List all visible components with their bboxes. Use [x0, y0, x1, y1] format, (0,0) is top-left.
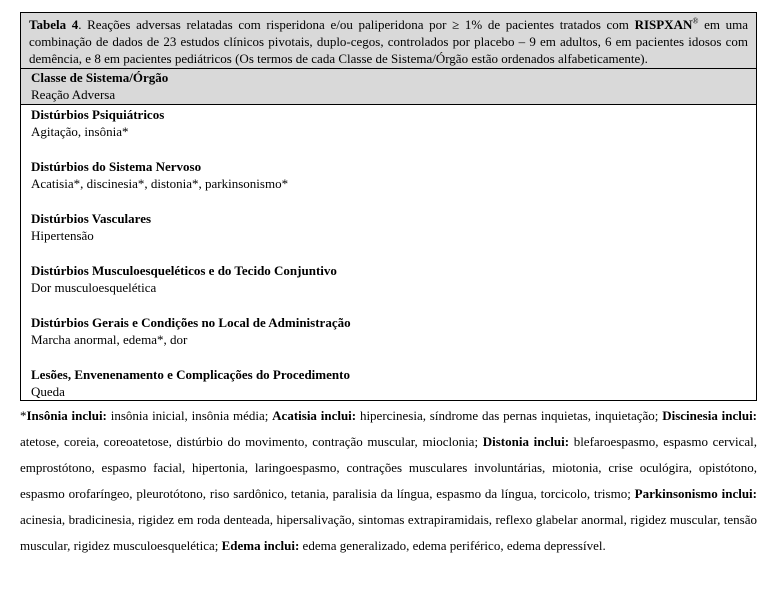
parkinsonismo-label: Parkinsonismo inclui:: [634, 486, 757, 501]
organ-class-name: Lesões, Envenenamento e Complicações do Procedimento: [31, 367, 350, 382]
insonia-label: Insônia inclui:: [26, 408, 107, 423]
table-row: [31, 158, 746, 192]
reaction-list: Queda: [31, 384, 65, 399]
discinesia-label: Discinesia inclui:: [662, 408, 758, 423]
table-row: [31, 314, 746, 348]
organ-class-name: Distúrbios Psiquiátricos: [31, 107, 165, 122]
distonia-label: Distonia inclui:: [482, 434, 570, 449]
organ-class-name: Distúrbios Musculoesqueléticos e do Tecido Conjuntivo: [31, 263, 337, 278]
reaction-list: Agitação, insônia*: [31, 124, 129, 139]
organ-class-name: Distúrbios do Sistema Nervoso: [31, 159, 202, 174]
brand-name: RISPXAN: [634, 17, 693, 32]
edema-label: Edema inclui:: [221, 538, 300, 553]
registered-mark: ®: [692, 16, 699, 26]
reaction-list: Acatisia*, discinesia*, distonia*, parkinsonismo*: [31, 176, 289, 191]
organ-class-name: Distúrbios Vasculares: [31, 211, 152, 226]
table-label: Tabela 4: [29, 17, 79, 32]
header-reaction-subtitle: Reação Adversa: [31, 87, 116, 102]
table-header: [21, 69, 756, 105]
organ-class-name: Distúrbios Gerais e Condições no Local de Administração: [31, 315, 351, 330]
table-row: [31, 366, 746, 400]
edema-text: edema generalizado, edema periférico, edema depressível.: [299, 538, 606, 553]
table-caption: [21, 13, 756, 69]
acatisia-text: hipercinesia, síndrome das pernas inquietas, inquietação;: [356, 408, 663, 423]
reaction-list: Marcha anormal, edema*, dor: [31, 332, 188, 347]
table-row: [31, 210, 746, 244]
caption-text-2: em uma combinação de dados de 23 estudos clínicos pivotais, duplo-cegos, controlados por placebo – 9 em adultos, 6 em pacientes idosos com demência, e 8 em pacientes pediátricos (Os termos de cada Classe de Sistema/Órgão estão ordenados alfabeticamente).: [29, 17, 748, 66]
reaction-list: Hipertensão: [31, 228, 94, 243]
table-row: [31, 106, 746, 140]
distonia-text: blefaroespasmo, espasmo cervical, emprostótono, espasmo facial, hipertonia, laringoespasmo, contrações musculares involuntárias, miotonia, crise oculógira, opistótono, espasmo orofaríngeo, pleurotótono, riso sardônico, tetania, paralisia da língua, espasmo da língua, torcicolo, trismo;: [20, 434, 758, 501]
header-class-title: Classe de Sistema/Órgão: [31, 70, 169, 85]
acatisia-label: Acatisia inclui:: [272, 408, 357, 423]
reaction-list: Dor musculoesquelética: [31, 280, 157, 295]
parkinsonismo-text: acinesia, bradicinesia, rigidez em roda denteada, hipersalivação, sintomas extrapiramidais, reflexo glabelar anormal, rigidez muscular, tensão muscular, rigidez musculoesquelética;: [20, 512, 757, 553]
discinesia-text: atetose, coreia, coreoatetose, distúrbio do movimento, contração muscular, mioclonia;: [20, 434, 483, 449]
caption-text-1: . Reações adversas relatadas com risperidona e/ou paliperidona por ≥ 1% de pacientes tratados com: [78, 17, 635, 32]
document: [20, 12, 757, 559]
table-row: [31, 262, 746, 296]
footnote-asterisk: *: [20, 408, 27, 423]
adverse-reactions-table: [20, 12, 757, 401]
insonia-text: insônia inicial, insônia média;: [106, 408, 273, 423]
table-footnote: [20, 403, 757, 559]
table-body: [21, 105, 756, 400]
